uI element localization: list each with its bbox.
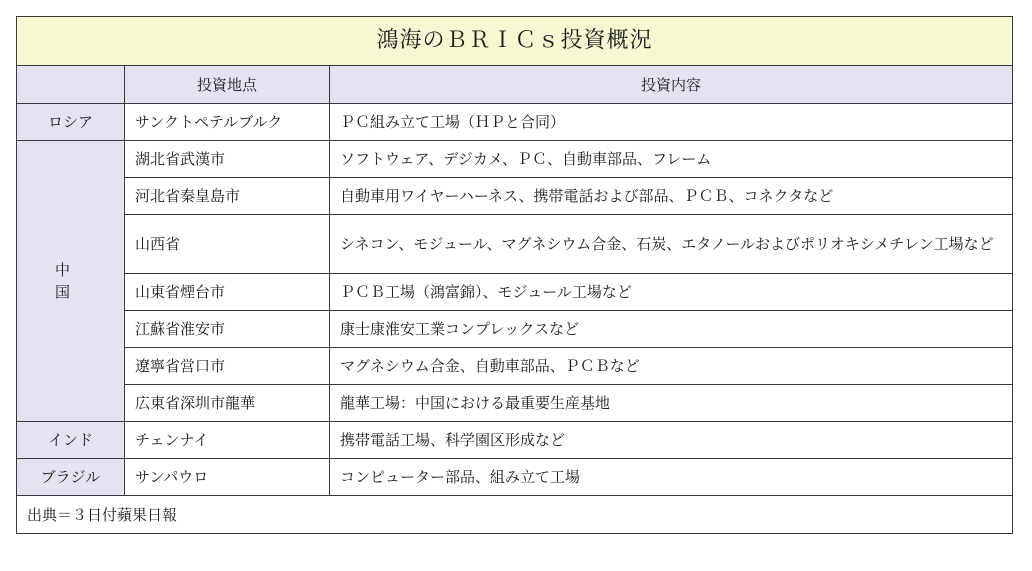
- source-row: [17, 496, 1013, 534]
- table-row: [17, 178, 1013, 215]
- table-row: [17, 422, 1013, 459]
- city-cell: 遼寧省営口市: [125, 348, 330, 385]
- city-cell: 江蘇省淮安市: [125, 311, 330, 348]
- table-row: [17, 311, 1013, 348]
- content-cell: マグネシウム合金、自動車部品、ＰＣＢなど: [330, 348, 1013, 385]
- city-cell: 河北省秦皇島市: [125, 178, 330, 215]
- content-cell: 携帯電話工場、科学園区形成など: [330, 422, 1013, 459]
- header-content: 投資内容: [330, 66, 1013, 104]
- table-row: [17, 459, 1013, 496]
- source-note: 出典＝３日付蘋果日報: [17, 496, 1013, 534]
- table-row: [17, 104, 1013, 141]
- table-row: [17, 215, 1013, 274]
- country-russia: ロシア: [17, 104, 125, 141]
- brics-investment-table: [16, 16, 1013, 534]
- city-cell: サンパウロ: [125, 459, 330, 496]
- content-cell: 康士康淮安工業コンプレックスなど: [330, 311, 1013, 348]
- content-cell: コンピューター部品、組み立て工場: [330, 459, 1013, 496]
- city-cell: チェンナイ: [125, 422, 330, 459]
- table-row: [17, 385, 1013, 422]
- table-title-row: [17, 17, 1013, 66]
- city-cell: 広東省深圳市龍華: [125, 385, 330, 422]
- table-row: [17, 141, 1013, 178]
- table-title: 鴻海のＢＲＩＣｓ投資概況: [17, 17, 1013, 66]
- table-row: [17, 274, 1013, 311]
- content-cell: ソフトウェア、デジカメ、ＰＣ、自動車部品、フレーム: [330, 141, 1013, 178]
- city-cell: 湖北省武漢市: [125, 141, 330, 178]
- content-cell: 龍華工場：中国における最重要生産基地: [330, 385, 1013, 422]
- header-blank-cell: [17, 66, 125, 104]
- city-cell: 山東省煙台市: [125, 274, 330, 311]
- content-cell: 自動車用ワイヤーハーネス、携帯電話および部品、ＰＣＢ、コネクタなど: [330, 178, 1013, 215]
- table-row: [17, 348, 1013, 385]
- header-location: 投資地点: [125, 66, 330, 104]
- city-cell: サンクトペテルブルク: [125, 104, 330, 141]
- country-china: 中 国: [17, 141, 125, 422]
- country-india: インド: [17, 422, 125, 459]
- header-row: [17, 66, 1013, 104]
- country-brazil: ブラジル: [17, 459, 125, 496]
- city-cell: 山西省: [125, 215, 330, 274]
- content-cell: ＰＣ組み立て工場（ＨＰと合同）: [330, 104, 1013, 141]
- content-cell: ＰＣＢ工場（鴻富錦）、モジュール工場など: [330, 274, 1013, 311]
- content-cell: シネコン、モジュール、マグネシウム合金、石炭、エタノールおよびポリオキシメチレン工場など: [330, 215, 1013, 274]
